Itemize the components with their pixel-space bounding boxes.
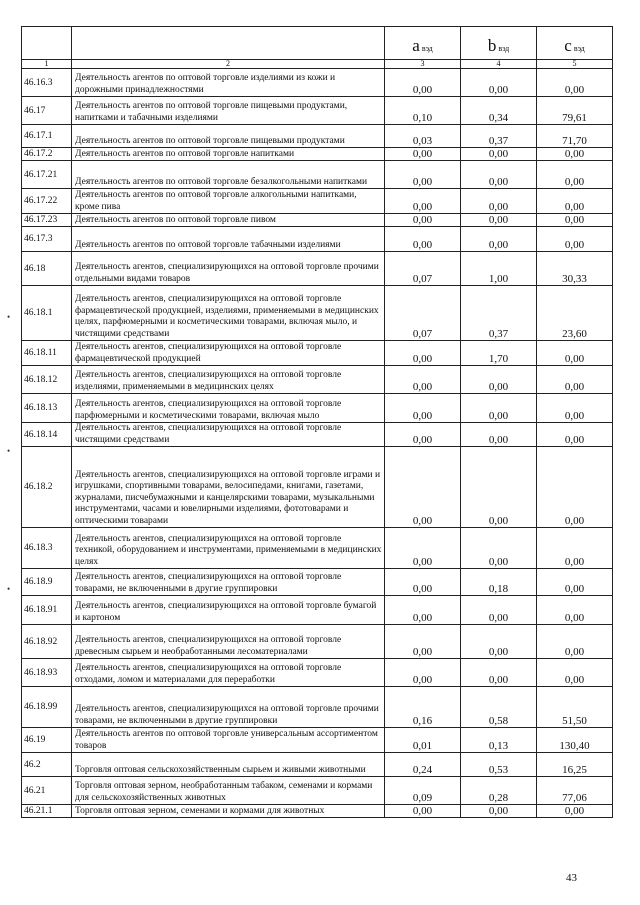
row-value-b: 0,00 [461,366,537,394]
row-activity-name: Деятельность агентов, специализирующихся на оптовой торговле товарами, не включенными в другие группировки [72,569,385,596]
header-cell-c [537,27,613,60]
column-number: 4 [461,60,537,69]
row-code: 46.18.93 [22,659,72,687]
row-value-a: 0,16 [385,687,461,728]
table-row [22,596,613,625]
row-value-c: 0,00 [537,659,613,687]
row-value-a: 0,00 [385,189,461,214]
table-row [22,341,613,366]
row-value-b: 0,37 [461,125,537,148]
table-row [22,366,613,394]
row-value-c: 51,50 [537,687,613,728]
header-a-subscript: вэд [421,44,433,53]
row-code: 46.18.14 [22,423,72,447]
row-activity-name: Деятельность агентов по оптовой торговле пищевыми продуктами [72,125,385,148]
row-activity-name: Торговля оптовая зерном, семенами и кормами для животных [72,805,385,818]
row-value-a: 0,10 [385,97,461,125]
row-value-b: 0,00 [461,423,537,447]
row-value-a: 0,00 [385,366,461,394]
row-value-c: 16,25 [537,753,613,777]
row-value-b: 0,00 [461,161,537,189]
row-value-b: 0,00 [461,189,537,214]
row-activity-name: Торговля оптовая зерном, необработанным табаком, семенами и кормами для сельскохозяйственных животных [72,777,385,805]
header-cell-code [22,27,72,60]
row-code: 46.19 [22,728,72,753]
row-value-a: 0,07 [385,286,461,341]
row-activity-name: Деятельность агентов по оптовой торговле универсальным ассортиментом товаров [72,728,385,753]
row-activity-name: Деятельность агентов, специализирующихся на оптовой торговле изделиями, применяемыми в медицинских целях [72,366,385,394]
table-row [22,161,613,189]
row-value-a: 0,00 [385,596,461,625]
row-activity-name: Деятельность агентов, специализирующихся на оптовой торговле прочими товарами, не включенными в другие группировки [72,687,385,728]
row-value-a: 0,00 [385,423,461,447]
row-value-a: 0,00 [385,805,461,818]
column-number-row [22,60,613,69]
indicator-table [21,26,613,818]
row-activity-name: Деятельность агентов по оптовой торговле алкогольными напитками, кроме пива [72,189,385,214]
row-value-b: 1,00 [461,252,537,286]
row-code: 46.18.99 [22,687,72,728]
table-row [22,805,613,818]
row-code: 46.2 [22,753,72,777]
row-value-a: 0,00 [385,69,461,97]
row-value-a: 0,00 [385,227,461,252]
row-value-a: 0,00 [385,447,461,528]
row-value-c: 0,00 [537,394,613,423]
row-value-a: 0,24 [385,753,461,777]
row-code: 46.18.11 [22,341,72,366]
row-value-c: 0,00 [537,341,613,366]
row-value-a: 0,00 [385,161,461,189]
table-row [22,214,613,227]
row-value-c: 0,00 [537,189,613,214]
row-activity-name: Деятельность агентов по оптовой торговле пивом [72,214,385,227]
scan-margin-mark: • [7,584,11,594]
scan-margin-mark: • [7,446,11,456]
row-value-c: 23,60 [537,286,613,341]
row-value-b: 0,00 [461,69,537,97]
table-row [22,286,613,341]
row-value-c: 0,00 [537,596,613,625]
table-row [22,148,613,161]
row-code: 46.18.9 [22,569,72,596]
row-code: 46.17.23 [22,214,72,227]
row-activity-name: Деятельность агентов, специализирующихся на оптовой торговле отходами, ломом и материалами для переработки [72,659,385,687]
row-value-b: 0,34 [461,97,537,125]
row-value-b: 0,53 [461,753,537,777]
row-value-c: 0,00 [537,227,613,252]
row-value-b: 0,18 [461,569,537,596]
table-row [22,394,613,423]
row-code: 46.21 [22,777,72,805]
row-value-a: 0,01 [385,728,461,753]
row-activity-name: Деятельность агентов по оптовой торговле изделиями из кожи и дорожными принадлежностями [72,69,385,97]
row-activity-name: Деятельность агентов, специализирующихся на оптовой торговле древесным сырьем и необработанными лесоматериалами [72,625,385,659]
row-value-a: 0,03 [385,125,461,148]
table-header-row [22,27,613,60]
row-activity-name: Деятельность агентов, специализирующихся на оптовой торговле бумагой и картоном [72,596,385,625]
header-b-label: b [487,36,497,55]
row-activity-name: Деятельность агентов по оптовой торговле табачными изделиями [72,227,385,252]
row-value-c: 0,00 [537,148,613,161]
page-number: 43 [566,872,577,884]
row-activity-name: Торговля оптовая сельскохозяйственным сырьем и живыми животными [72,753,385,777]
row-activity-name: Деятельность агентов по оптовой торговле пищевыми продуктами, напитками и табачными изделиями [72,97,385,125]
column-number: 3 [385,60,461,69]
header-cell-b [461,27,537,60]
row-value-c: 79,61 [537,97,613,125]
table-row [22,728,613,753]
row-value-c: 0,00 [537,528,613,569]
row-activity-name: Деятельность агентов по оптовой торговле безалкогольными напитками [72,161,385,189]
row-code: 46.18 [22,252,72,286]
row-value-c: 0,00 [537,423,613,447]
table-row [22,447,613,528]
table-row [22,528,613,569]
row-value-b: 0,00 [461,148,537,161]
header-c-subscript: вэд [573,44,585,53]
scan-margin-mark: • [7,312,11,322]
row-value-b: 0,00 [461,596,537,625]
table-row [22,69,613,97]
row-value-b: 0,00 [461,625,537,659]
row-value-b: 0,13 [461,728,537,753]
row-value-c: 0,00 [537,805,613,818]
table-row [22,777,613,805]
row-value-c: 77,06 [537,777,613,805]
row-value-b: 0,00 [461,528,537,569]
row-value-b: 0,00 [461,659,537,687]
row-value-c: 0,00 [537,569,613,596]
row-code: 46.18.2 [22,447,72,528]
row-value-a: 0,09 [385,777,461,805]
row-code: 46.17.21 [22,161,72,189]
table-row [22,659,613,687]
row-value-a: 0,00 [385,341,461,366]
table-row [22,125,613,148]
table-row [22,569,613,596]
row-activity-name: Деятельность агентов, специализирующихся на оптовой торговле играми и игрушками, спортивными товарами, велосипедами, книгами, газетами, журналами, писчебумажными и канцелярскими товарами, музыкальными инструментами, часами и ювелирными изделиями, фототоварами и оптическими товарами [72,447,385,528]
table-row [22,753,613,777]
row-value-b: 0,00 [461,227,537,252]
table-row [22,625,613,659]
row-value-c: 0,00 [537,161,613,189]
row-value-c: 30,33 [537,252,613,286]
row-value-b: 0,00 [461,394,537,423]
row-value-a: 0,00 [385,569,461,596]
header-b-subscript: вэд [498,44,510,53]
row-code: 46.17.1 [22,125,72,148]
row-value-b: 0,58 [461,687,537,728]
row-value-a: 0,00 [385,659,461,687]
row-code: 46.21.1 [22,805,72,818]
row-activity-name: Деятельность агентов, специализирующихся на оптовой торговле техникой, оборудованием и инструментами, применяемыми в медицинских целях [72,528,385,569]
header-c-label: c [564,36,572,55]
table-row [22,97,613,125]
row-code: 46.18.91 [22,596,72,625]
header-a-label: a [412,36,420,55]
row-code: 46.18.3 [22,528,72,569]
row-activity-name: Деятельность агентов, специализирующихся на оптовой торговле фармацевтической продукцией, изделиями, применяемыми в медицинских целях, парфюмерными и косметическими товарами, включая мыло, и чистящими средствами [72,286,385,341]
table-row [22,687,613,728]
row-value-c: 130,40 [537,728,613,753]
table-row [22,252,613,286]
row-value-a: 0,00 [385,625,461,659]
row-activity-name: Деятельность агентов, специализирующихся на оптовой торговле парфюмерными и косметическими товарами, включая мыло [72,394,385,423]
row-value-a: 0,00 [385,394,461,423]
row-code: 46.18.1 [22,286,72,341]
row-activity-name: Деятельность агентов по оптовой торговле напитками [72,148,385,161]
row-value-c: 0,00 [537,366,613,394]
row-value-c: 0,00 [537,447,613,528]
row-code: 46.17.22 [22,189,72,214]
row-value-b: 0,00 [461,214,537,227]
row-value-b: 0,28 [461,777,537,805]
row-code: 46.18.13 [22,394,72,423]
row-code: 46.17.3 [22,227,72,252]
row-code: 46.16.3 [22,69,72,97]
column-number: 2 [72,60,385,69]
row-value-a: 0,07 [385,252,461,286]
document-page [21,26,612,818]
row-value-b: 0,00 [461,447,537,528]
row-value-a: 0,00 [385,214,461,227]
row-activity-name: Деятельность агентов, специализирующихся на оптовой торговле фармацевтической продукцией [72,341,385,366]
row-value-c: 71,70 [537,125,613,148]
row-value-b: 1,70 [461,341,537,366]
table-row [22,189,613,214]
column-number: 1 [22,60,72,69]
row-code: 46.17.2 [22,148,72,161]
row-value-c: 0,00 [537,214,613,227]
row-code: 46.17 [22,97,72,125]
row-value-a: 0,00 [385,528,461,569]
row-activity-name: Деятельность агентов, специализирующихся на оптовой торговле прочими отдельными видами товаров [72,252,385,286]
row-code: 46.18.12 [22,366,72,394]
table-row [22,227,613,252]
row-value-b: 0,00 [461,805,537,818]
row-activity-name: Деятельность агентов, специализирующихся на оптовой торговле чистящими средствами [72,423,385,447]
row-value-a: 0,00 [385,148,461,161]
row-value-c: 0,00 [537,69,613,97]
header-cell-a [385,27,461,60]
column-number: 5 [537,60,613,69]
row-value-b: 0,37 [461,286,537,341]
table-row [22,423,613,447]
row-value-c: 0,00 [537,625,613,659]
row-code: 46.18.92 [22,625,72,659]
header-cell-name [72,27,385,60]
